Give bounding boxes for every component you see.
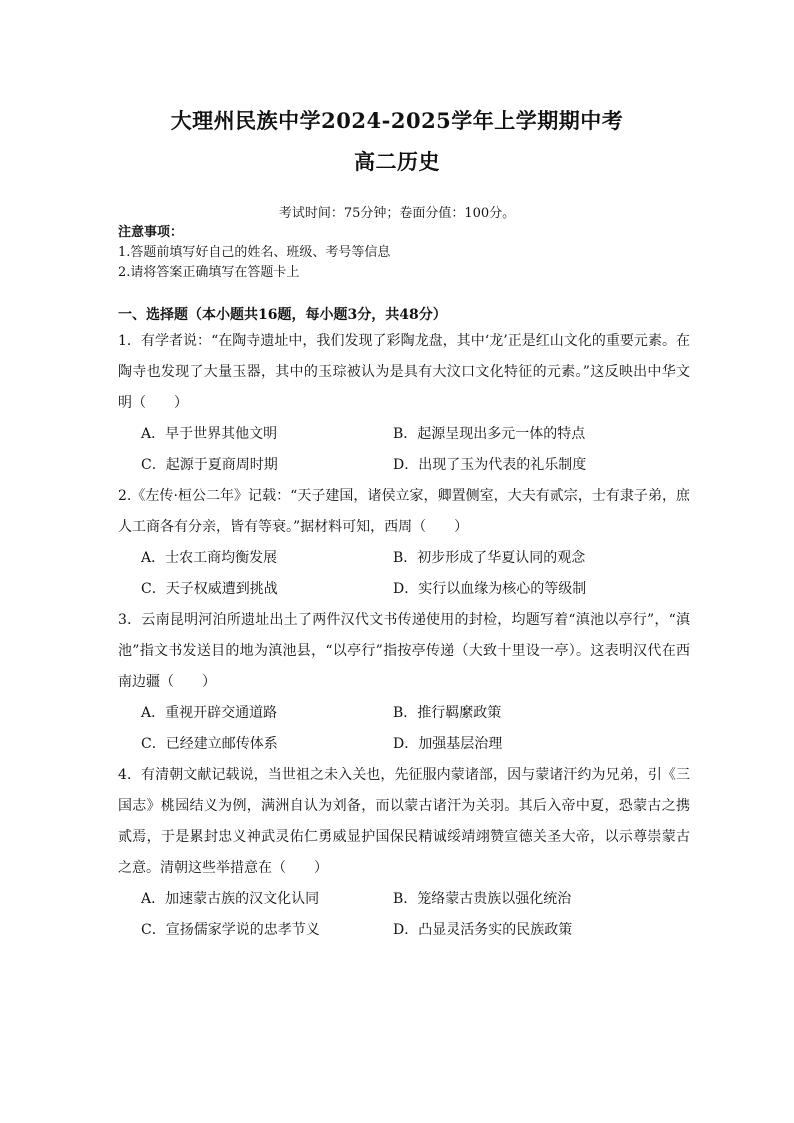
- option-b: B．笼络蒙古贵族以强化统治: [393, 891, 572, 907]
- option-d: D．出现了玉为代表的礼乐制度: [393, 457, 587, 473]
- question-list: [118, 326, 690, 946]
- option-d: D．加强基层治理: [393, 736, 503, 752]
- notes-block: [118, 223, 390, 283]
- option-a: A．加速蒙古族的汉文化认同: [141, 891, 320, 907]
- option-b: B．起源呈现出多元一体的特点: [393, 426, 586, 442]
- option-b: B．推行羁縻政策: [393, 705, 502, 721]
- option-c: C．起源于夏商周时期: [141, 457, 278, 473]
- question-options: [118, 543, 690, 605]
- notes-item: 1.答题前填写好自己的姓名、班级、考号等信息: [118, 245, 391, 260]
- question-options: [118, 419, 690, 481]
- question-options: [118, 698, 690, 760]
- option-a: A．重视开辟交通道路: [141, 705, 278, 721]
- question-4: [118, 760, 690, 946]
- exam-title: 大理州民族中学2024-2025学年上学期期中考: [170, 108, 624, 133]
- exam-subject: 高二历史: [354, 149, 440, 174]
- notes-title: 注意事项：: [118, 225, 184, 240]
- question-1: [118, 326, 690, 481]
- option-a: A．早于世界其他文明: [141, 426, 278, 442]
- question-options: [118, 884, 690, 946]
- option-d: D．凸显灵活务实的民族政策: [393, 922, 573, 938]
- option-c: C．天子权威遭到挑战: [141, 581, 278, 597]
- question-stem: 1．有学者说：“在陶寺遗址中，我们发现了彩陶龙盘，其中‘龙’正是红山文化的重要元素。在陶寺也发现了大量玉器，其中的玉琮被认为是具有大汶口文化特征的元素。”这反映出中华文明（ ）: [118, 333, 690, 411]
- option-b: B．初步形成了华夏认同的观念: [393, 550, 586, 566]
- option-a: A．士农工商均衡发展: [141, 550, 278, 566]
- notes-item: 2.请将答案正确填写在答题卡上: [118, 265, 300, 280]
- section-title: 一、选择题（本小题共16题，每小题3分，共48分）: [118, 307, 447, 323]
- option-c: C．已经建立邮传体系: [141, 736, 278, 752]
- option-d: D．实行以血缘为核心的等级制: [393, 581, 587, 597]
- question-3: [118, 605, 690, 760]
- question-stem: 2.《左传·桓公二年》记载：“天子建国，诸侯立家，卿置侧室，大夫有贰宗，士有隶子弟，庶人工商各有分亲，皆有等衰。”据材料可知，西周（ ）: [118, 488, 690, 535]
- question-2: [118, 481, 690, 605]
- exam-info: 考试时间：75分钟；卷面分值：100分。: [278, 206, 516, 221]
- option-c: C．宣扬儒家学说的忠孝节义: [141, 922, 320, 938]
- question-stem: 4．有清朝文献记载说，当世祖之未入关也，先征服内蒙诸部，因与蒙诸汗约为兄弟，引《三国志》桃园结义为例，满洲自认为刘备，而以蒙古诸汗为关羽。其后入帝中夏，恐蒙古之携贰焉，于是累封忠义神武灵佑仁勇威显护国保民精诚绥靖翊赞宣德关圣大帝，以示尊崇蒙古之意。清朝这些举措意在（ ）: [118, 767, 690, 876]
- question-stem: 3．云南昆明河泊所遗址出土了两件汉代文书传递使用的封检，均题写着“滇池以亭行”，“滇池”指文书发送目的地为滇池县，“以亭行”指按亭传递（大致十里设一亭）。这表明汉代在西南边疆（ ）: [118, 612, 690, 690]
